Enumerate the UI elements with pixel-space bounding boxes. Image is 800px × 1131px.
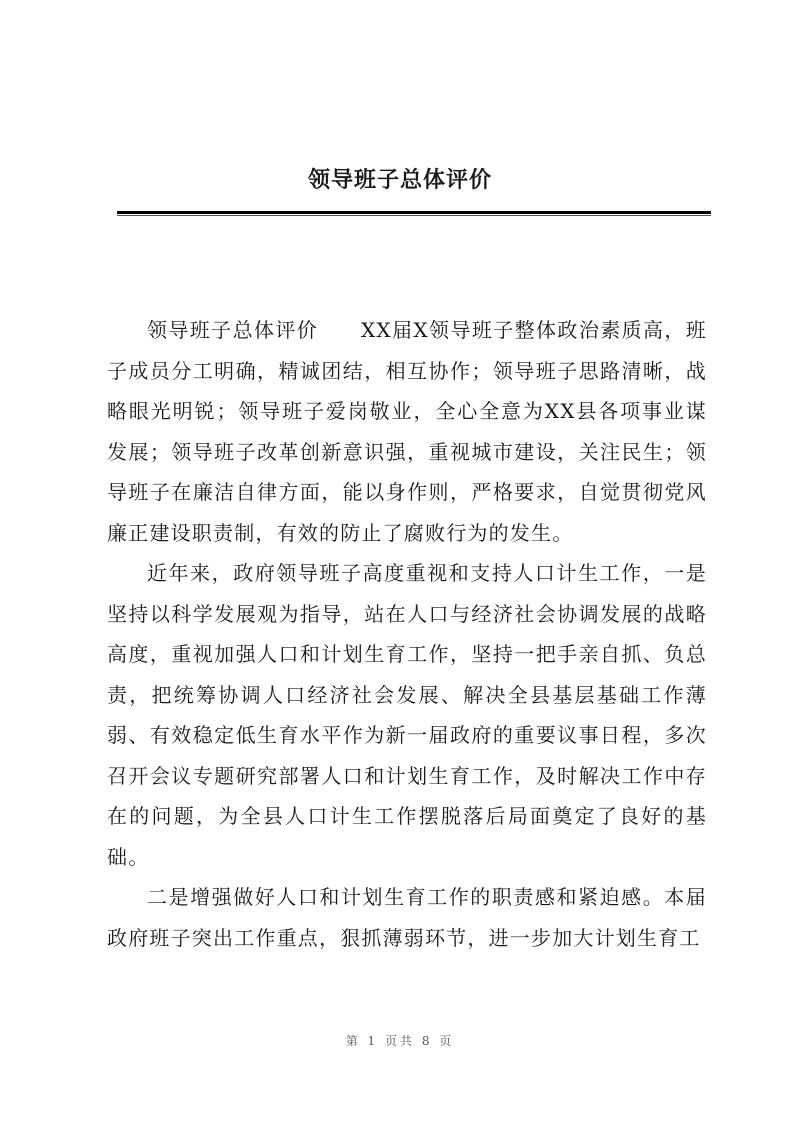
body-paragraph: 二是增强做好人口和计划生育工作的职责感和紧迫感。本届政府班子突出工作重点，狠抓薄弱环节，进一步加大计划生育工 [107,885,707,950]
body-paragraph: 近年来，政府领导班子高度重视和支持人口计生工作，一是坚持以科学发展观为指导，站在人口与经济社会协调发展的战略高度，重视加强人口和计划生育工作，坚持一把手亲自抓、负总责，把统筹协调人口经济社会发展、解决全县基层基础工作薄弱、有效稳定低生育水平作为新一届政府的重要议事日程，多次召开会议专题研究部署人口和计划生育工作，及时解决工作中存在的问题，为全县人口计生工作摆脱落后局面奠定了良好的基础。 [107,561,707,869]
title-divider-thin [117,215,711,216]
document-body [107,310,707,958]
body-paragraph: 领导班子总体评价 XX届X领导班子整体政治素质高，班子成员分工明确，精诚团结，相互协作；领导班子思路清晰，战略眼光明锐；领导班子爱岗敬业，全心全意为XX县各项事业谋发展；领导班子改革创新意识强，重视城市建设，关注民生；领导班子在廉洁自律方面，能以身作则，严格要求，自觉贯彻党风廉正建设职责制，有效的防止了腐败行为的发生。 [107,318,707,545]
page-number: 第 1 页共 8 页 [345,1034,455,1048]
document-title: 领导班子总体评价 [307,168,492,193]
title-divider [117,211,711,214]
